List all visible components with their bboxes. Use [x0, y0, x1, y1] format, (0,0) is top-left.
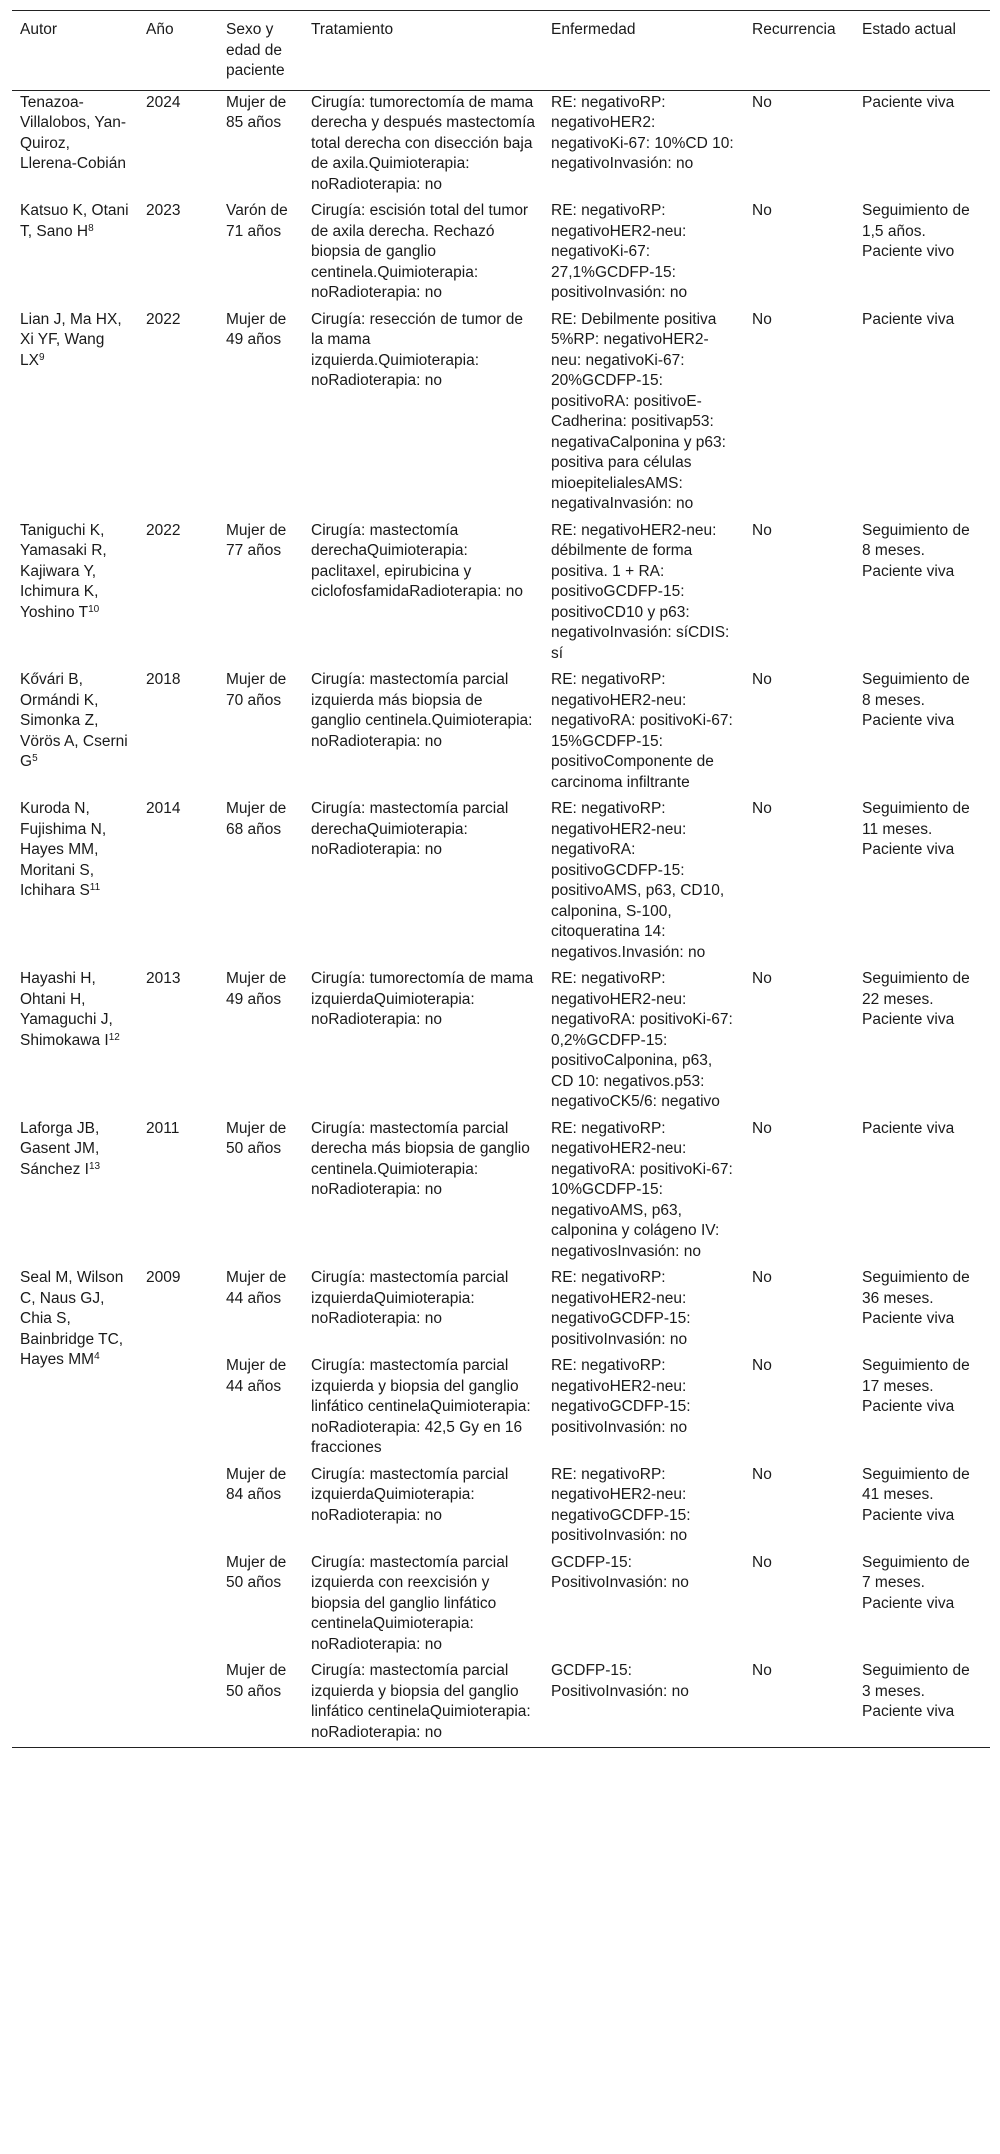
reference-number: 13: [88, 1160, 101, 1172]
table-row: [12, 668, 990, 797]
cell-recurrencia: No: [752, 671, 772, 688]
author-names: Tenazoa-Villalobos, Yan-Quiroz, Llerena-Cobián: [20, 93, 126, 172]
cell-tratamiento: Cirugía: tumorectomía de mama izquierdaQuimioterapia: noRadioterapia: no: [311, 970, 534, 1028]
cell-recurrencia: No: [752, 1465, 772, 1483]
table-row: [12, 308, 990, 519]
cell-recurrencia: No: [752, 202, 772, 219]
cell-autor: [12, 1117, 138, 1267]
header-enfermedad: Enfermedad: [551, 21, 636, 38]
cell-recurrencia: No: [752, 970, 772, 987]
author-names: Laforga JB, Gasent JM, Sánchez I: [20, 1119, 100, 1178]
cell-tratamiento: Cirugía: mastectomía parcial izquierda con reexcisión y biopsia del ganglio linfático centinelaQuimioterapia: noRadioterapia: no: [311, 1553, 509, 1653]
cell-tratamiento: Cirugía: tumorectomía de mama derecha y después mastectomía total derecha con disección baja de axila.Quimioterapia: noRadioterapia: no: [311, 93, 536, 193]
author-names: Katsuo K, Otani T, Sano H: [20, 202, 129, 240]
header-anio: Año: [146, 21, 174, 38]
reference-number: 12: [108, 1031, 120, 1043]
cell-sexo-edad: Mujer de 50 años: [226, 1662, 287, 1700]
cell-tratamiento: Cirugía: resección de tumor de la mama izquierda.Quimioterapia: noRadioterapia: no: [311, 310, 523, 389]
cell-enfermedad: RE: negativoRP: negativoHER2: negativoKi-67: 10%CD 10: negativoInvasión: no: [551, 93, 734, 172]
cell-tratamiento: Cirugía: mastectomía parcial izquierda y biopsia del ganglio linfático centinelaQuimioterapia: noRadioterapia: 42,5 Gy en 16 fracciones: [311, 1357, 531, 1456]
reference-number: 5: [32, 753, 38, 764]
cell-estado-actual: Paciente viva: [862, 310, 955, 328]
cell-estado-actual: Seguimiento de 22 meses. Paciente viva: [862, 970, 970, 1028]
cell-estado-actual: Paciente viva: [862, 1119, 955, 1137]
cell-sexo-edad: Mujer de 44 años: [226, 1357, 287, 1395]
author-names: Hayashi H, Ohtani H, Yamaguchi J, Shimokawa I: [20, 970, 113, 1049]
cell-estado-actual: Seguimiento de 7 meses. Paciente viva: [862, 1553, 970, 1612]
cell-tratamiento: Cirugía: mastectomía derechaQuimioterapia: paclitaxel, epirubicina y ciclofosfamidaRadioterapia: no: [311, 521, 523, 600]
cell-autor: [12, 90, 138, 199]
cell-sexo-edad: Varón de 71 años: [226, 202, 288, 240]
cell-estado-actual: Seguimiento de 41 meses. Paciente viva: [862, 1465, 970, 1524]
cell-recurrencia: No: [752, 800, 772, 817]
cell-enfermedad: RE: negativoRP: negativoHER2-neu: negativoRA: positivoKi-67: 0,2%GCDFP-15: positivoCalponina, p63, CD 10: negativos.p53: negativoCK5/6: negativo: [551, 970, 733, 1110]
cell-enfermedad: RE: negativoRP: negativoHER2-neu: negativoRA: positivoKi-67: 10%GCDFP-15: negativoAMS, p63, calponina y colágeno IV: negativosInvasión: no: [551, 1119, 733, 1260]
header-autor: Autor: [20, 21, 58, 38]
header-row: [12, 11, 990, 91]
cell-estado-actual: Seguimiento de 8 meses. Paciente viva: [862, 671, 970, 729]
cell-autor: [12, 519, 138, 669]
cell-recurrencia: No: [752, 1119, 772, 1137]
cell-estado-actual: Seguimiento de 36 meses. Paciente viva: [862, 1269, 970, 1327]
cell-sexo-edad: Mujer de 85 años: [226, 93, 287, 131]
cell-sexo-edad: Mujer de 77 años: [226, 521, 287, 559]
cell-recurrencia: No: [752, 1553, 772, 1571]
reference-number: 11: [89, 882, 101, 893]
cell-anio: 2024: [146, 93, 181, 111]
table-row: [12, 199, 990, 308]
cell-tratamiento: Cirugía: mastectomía parcial izquierdaQuimioterapia: noRadioterapia: no: [311, 1269, 509, 1327]
cell-recurrencia: No: [752, 1662, 772, 1679]
cell-estado-actual: Seguimiento de 17 meses. Paciente viva: [862, 1357, 970, 1415]
author-names: Kővári B, Ormándi K, Simonka Z, Vörös A, Cserni G: [20, 671, 128, 770]
case-report-table-container: [12, 10, 990, 1748]
cell-autor: [12, 797, 138, 967]
cell-enfermedad: RE: negativoRP: negativoHER2-neu: negativoGCDFP-15: positivoInvasión: no: [551, 1465, 691, 1544]
table-row: [12, 1266, 990, 1354]
cell-anio: 2018: [146, 671, 181, 688]
table-row: [12, 967, 990, 1117]
cell-autor: [12, 308, 138, 519]
cell-anio: 2022: [146, 521, 181, 539]
cell-anio: 2013: [146, 970, 181, 987]
cell-enfermedad: RE: negativoRP: negativoHER2-neu: negativoKi-67: 27,1%GCDFP-15: positivoInvasión: no: [551, 202, 688, 301]
cell-tratamiento: Cirugía: mastectomía parcial izquierda más biopsia de ganglio centinela.Quimioterapia: noRadioterapia: no: [311, 671, 533, 750]
cell-tratamiento: Cirugía: mastectomía parcial izquierdaQuimioterapia: noRadioterapia: no: [311, 1465, 509, 1524]
table-body: [12, 90, 990, 1748]
cell-tratamiento: Cirugía: mastectomía parcial izquierda y biopsia del ganglio linfático centinelaQuimioterapia: noRadioterapia: no: [311, 1662, 531, 1741]
header-sexo-edad: Sexo y edad de paciente: [226, 21, 285, 79]
cell-enfermedad: GCDFP-15: PositivoInvasión: no: [551, 1662, 689, 1700]
reference-number: 8: [88, 222, 94, 234]
cell-enfermedad: RE: negativoRP: negativoHER2-neu: negativoRA: positivoKi-67: 15%GCDFP-15: positivoComponente de carcinoma infiltrante: [551, 671, 733, 791]
table-row: [12, 90, 990, 199]
table-row: [12, 519, 990, 669]
cell-enfermedad: RE: negativoRP: negativoHER2-neu: negativoRA: positivoGCDFP-15: positivoAMS, p63, CD10, calponina, S-100, citoqueratina 14: negativos.Invasión: no: [551, 800, 725, 961]
reference-number: 4: [94, 1351, 100, 1362]
cell-sexo-edad: Mujer de 49 años: [226, 310, 287, 348]
cell-tratamiento: Cirugía: escisión total del tumor de axila derecha. Rechazó biopsia de ganglio centinela.Quimioterapia: noRadioterapia: no: [311, 202, 529, 301]
table-row: [12, 797, 990, 967]
cell-tratamiento: Cirugía: mastectomía parcial derechaQuimioterapia: noRadioterapia: no: [311, 800, 509, 858]
cell-autor: [12, 967, 138, 1117]
author-names: Kuroda N, Fujishima N, Hayes MM, Moritani S, Ichihara S: [20, 800, 107, 899]
cell-autor: [12, 1266, 138, 1748]
cell-anio: 2014: [146, 800, 181, 817]
cell-anio: 2022: [146, 310, 181, 328]
cell-recurrencia: No: [752, 1269, 772, 1286]
cell-sexo-edad: Mujer de 70 años: [226, 671, 287, 709]
cell-enfermedad: GCDFP-15: PositivoInvasión: no: [551, 1553, 689, 1591]
case-report-table: [12, 10, 990, 1748]
reference-number: 10: [88, 603, 100, 615]
cell-estado-actual: Seguimiento de 8 meses. Paciente viva: [862, 521, 970, 580]
header-estado-actual: Estado actual: [862, 21, 956, 38]
cell-anio: 2011: [146, 1119, 180, 1137]
cell-autor: [12, 668, 138, 797]
cell-enfermedad: RE: Debilmente positiva 5%RP: negativoHER2-neu: negativoKi-67: 20%GCDFP-15: positivoRA: positivoE-Cadherina: positivap53: negativaCalponina y p63: positiva para células mioepitelialesAMS: negativaInvasión: no: [551, 310, 726, 512]
reference-number: 9: [38, 351, 45, 363]
table-header: [12, 11, 990, 91]
cell-sexo-edad: Mujer de 50 años: [226, 1553, 287, 1591]
cell-estado-actual: Seguimiento de 11 meses. Paciente viva: [862, 800, 970, 858]
cell-sexo-edad: Mujer de 44 años: [226, 1269, 287, 1307]
cell-sexo-edad: Mujer de 49 años: [226, 970, 287, 1008]
table-row: [12, 1117, 990, 1267]
cell-autor: [12, 199, 138, 308]
cell-sexo-edad: Mujer de 50 años: [226, 1119, 287, 1157]
cell-sexo-edad: Mujer de 68 años: [226, 800, 287, 838]
author-names: Lian J, Ma HX, Xi YF, Wang LX: [20, 310, 122, 369]
cell-anio: 2009: [146, 1269, 181, 1286]
author-names: Seal M, Wilson C, Naus GJ, Chia S, Bainbridge TC, Hayes MM: [20, 1269, 124, 1368]
cell-recurrencia: No: [752, 310, 772, 328]
cell-tratamiento: Cirugía: mastectomía parcial derecha más biopsia de ganglio centinela.Quimioterapia: noRadioterapia: no: [311, 1119, 530, 1198]
cell-estado-actual: Paciente viva: [862, 93, 955, 111]
cell-estado-actual: Seguimiento de 1,5 años. Paciente vivo: [862, 202, 970, 260]
cell-recurrencia: No: [752, 521, 772, 539]
cell-anio: 2023: [146, 202, 181, 219]
cell-enfermedad: RE: negativoRP: negativoHER2-neu: negativoGCDFP-15: positivoInvasión: no: [551, 1269, 691, 1348]
cell-estado-actual: Seguimiento de 3 meses. Paciente viva: [862, 1662, 970, 1720]
header-tratamiento: Tratamiento: [311, 21, 394, 38]
cell-recurrencia: No: [752, 1357, 772, 1374]
header-recurrencia: Recurrencia: [752, 21, 836, 38]
author-names: Taniguchi K, Yamasaki R, Kajiwara Y, Ichimura K, Yoshino T: [20, 521, 107, 621]
cell-enfermedad: RE: negativoRP: negativoHER2-neu: negativoGCDFP-15: positivoInvasión: no: [551, 1357, 691, 1436]
cell-recurrencia: No: [752, 93, 772, 111]
cell-enfermedad: RE: negativoHER2-neu: débilmente de forma positiva. 1 + RA: positivoGCDFP-15: positivoCD10 y p63: negativoInvasión: síCDIS: sí: [551, 521, 730, 662]
cell-sexo-edad: Mujer de 84 años: [226, 1465, 287, 1503]
